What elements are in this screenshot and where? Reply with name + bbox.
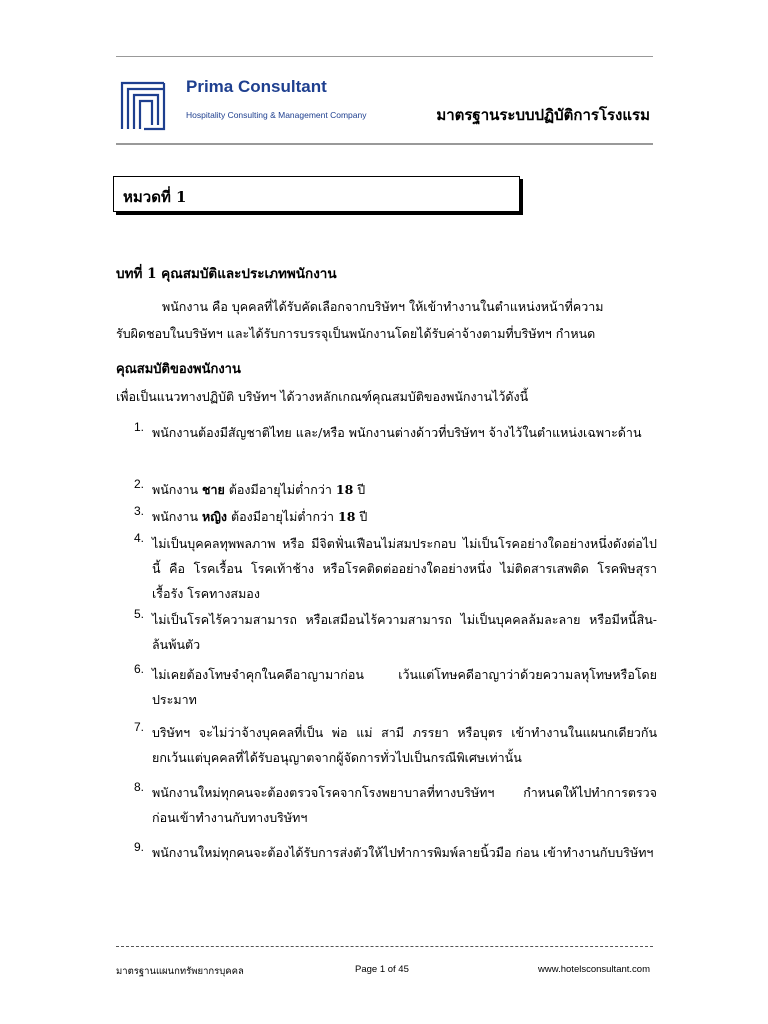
list-item-number: 4. xyxy=(134,531,145,545)
text-segment: ต้องมีอายุไม่ต่ำกว่า xyxy=(227,509,339,524)
header-top-rule xyxy=(116,56,653,57)
chapter-label: หมวดที่ 1 xyxy=(123,188,187,206)
list-item-text: ไม่เป็นบุคคลทุพพลภาพ หรือ มีจิตฟั่นเฟือนไม่สมประกอบ ไม่เป็นโรคอย่างใดอย่างหนึ่งดังต่อไปนี้ คือ โรคเรื้อน โรคเท้าช้าง หรือโรคติดต่ออย่างใดอย่างหนึ่ง ไม่ติดสารเสพติด โรคพิษสุราเรื้อรัง โรคทางสมอง xyxy=(152,536,657,601)
section-title: บทที่ 1 คุณสมบัติและประเภทพนักงาน xyxy=(116,266,337,282)
emphasis-age: 18 xyxy=(335,482,354,497)
list-item-number: 2. xyxy=(134,477,145,491)
company-tagline: Hospitality Consulting & Management Company xyxy=(186,110,367,120)
list-item-text: ไม่เป็นโรคไร้ความสามารถ หรือเสมือนไร้ความสามารถ ไม่เป็นบุคคลล้มละลาย หรือมีหนี้สิน-ล้นพ้นตัว xyxy=(152,612,657,652)
list-item-number: 1. xyxy=(134,420,145,434)
qualifications-lead: เพื่อเป็นแนวทางปฏิบัติ บริษัทฯ ได้วางหลักเกณฑ์คุณสมบัติของพนักงานไว้ดังนี้ xyxy=(116,389,529,404)
company-logo xyxy=(116,75,170,133)
list-item-number: 5. xyxy=(134,607,145,621)
list-item-text: พนักงานต้องมีสัญชาติไทย และ/หรือ พนักงานต่างด้าวที่บริษัทฯ จ้างไว้ในตำแหน่งเฉพาะด้าน xyxy=(152,425,642,440)
list-item-text: พนักงานใหม่ทุกคนจะต้องตรวจโรคจากโรงพยาบาลที่ทางบริษัทฯ กำหนดให้ไปทำการตรวจ ก่อนเข้าทำงานกับทางบริษัทฯ xyxy=(152,785,657,825)
list-item-text: บริษัทฯ จะไม่ว่าจ้างบุคคลที่เป็น พ่อ แม่ สามี ภรรยา หรือบุตร เข้าทำงานในแผนกเดียวกัน ยกเว้นแต่บุคคลที่ได้รับอนุญาตจากผู้จัดการทั่วไปเป็นกรณีพิเศษเท่านั้น xyxy=(152,725,657,765)
footer-page-number: Page 1 of 45 xyxy=(355,964,409,975)
document-title: มาตรฐานระบบปฏิบัติการโรงแรม xyxy=(436,106,650,124)
list-item-number: 6. xyxy=(134,662,145,676)
list-item-number: 3. xyxy=(134,504,145,518)
footer-rule xyxy=(116,946,653,947)
header-bottom-rule xyxy=(116,143,653,145)
text-segment: พนักงาน xyxy=(152,482,202,497)
text-segment: พนักงาน xyxy=(152,509,202,524)
emphasis-male: ชาย xyxy=(202,482,225,497)
list-item-text: พนักงานใหม่ทุกคนจะต้องได้รับการส่งตัวให้ไปทำการพิมพ์ลายนิ้วมือ ก่อน เข้าทำงานกับบริษัทฯ xyxy=(152,845,654,860)
qualifications-subheading: คุณสมบัติของพนักงาน xyxy=(116,362,241,377)
footer-website: www.hotelsconsultant.com xyxy=(538,964,650,975)
emphasis-age: 18 xyxy=(338,509,356,524)
company-name: Prima Consultant xyxy=(186,77,327,96)
intro-line-2: รับผิดชอบในบริษัทฯ และได้รับการบรรจุเป็นพนักงานโดยได้รับค่าจ้างตามที่บริษัทฯ กำหนด xyxy=(116,326,596,341)
list-item-text xyxy=(152,504,657,529)
stacked-squares-logo-icon xyxy=(116,75,170,133)
emphasis-female: หญิง xyxy=(202,509,227,524)
footer-department: มาตรฐานแผนกทรัพยากรบุคคล xyxy=(116,966,244,977)
text-segment: ปี xyxy=(353,482,366,497)
list-item-number: 7. xyxy=(134,720,145,734)
list-item-number: 9. xyxy=(134,840,145,854)
text-segment: ต้องมีอายุไม่ต่ำกว่า xyxy=(224,482,336,497)
list-item-text: ไม่เคยต้องโทษจำคุกในคดีอาญามาก่อน เว้นแต่โทษคดีอาญาว่าด้วยความลหุโทษหรือโดยประมาท xyxy=(152,667,657,707)
chapter-box xyxy=(113,176,520,212)
text-segment: ปี xyxy=(355,509,368,524)
intro-line-1: พนักงาน คือ บุคคลที่ได้รับคัดเลือกจากบริษัทฯ ให้เข้าทำงานในตำแหน่งหน้าที่ความ xyxy=(162,299,604,314)
list-item-number: 8. xyxy=(134,780,145,794)
list-item-text xyxy=(152,477,657,502)
